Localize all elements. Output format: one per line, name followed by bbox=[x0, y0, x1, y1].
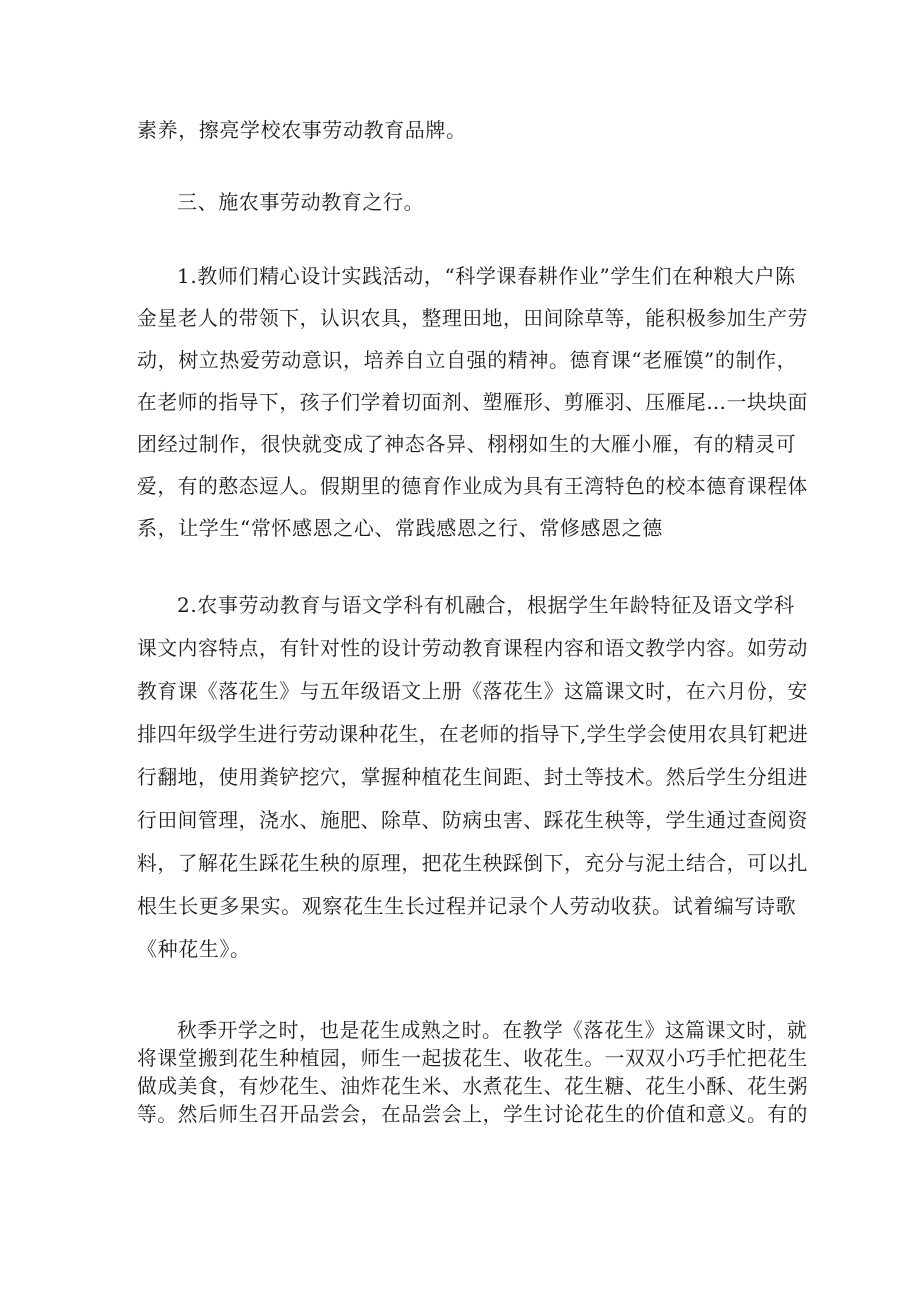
text-line: 金星老人的带领下，认识农具，整理田地，田间除草等，能积极参加生产劳 bbox=[137, 306, 808, 330]
text-line: 等。然后师生召开品尝会，在品尝会上，学生讨论花生的价值和意义。有的 bbox=[137, 1102, 808, 1126]
section-heading: 三、施农事劳动教育之行。 bbox=[177, 190, 425, 214]
text-line: 行翻地，使用粪铲挖穴，掌握种植花生间距、封土等技术。然后学生分组进 bbox=[137, 765, 808, 789]
text-line: 排四年级学生进行劳动课种花生，在老师的指导下,学生学会使用农具钉耙进 bbox=[137, 722, 809, 746]
text-line: 教育课《落花生》与五年级语文上册《落花生》这篇课文时，在六月份，安 bbox=[137, 679, 808, 703]
text-line: 《种花生》。 bbox=[137, 937, 251, 961]
text-line: 爱，有的憨态逗人。假期里的德育作业成为具有王湾特色的校本德育课程体 bbox=[137, 474, 808, 498]
text-line: 团经过制作，很快就变成了神态各异、栩栩如生的大雁小雁，有的精灵可 bbox=[137, 432, 797, 456]
text-line: 在老师的指导下，孩子们学着切面剂、塑雁形、剪雁羽、压雁尾…一块块面 bbox=[137, 390, 808, 414]
text-line: 系，让学生“常怀感恩之心、常践感恩之行、常修感恩之德 bbox=[137, 516, 663, 540]
text-line: 1.教师们精心设计实践活动，“科学课春耕作业”学生们在种粮大户陈 bbox=[177, 264, 796, 288]
text-line: 将课堂搬到花生种植园，师生一起拔花生、收花生。一双双小巧手忙把花生 bbox=[137, 1046, 808, 1070]
text-line: 料，了解花生踩花生秧的原理，把花生秧踩倒下，充分与泥土结合，可以扎 bbox=[137, 851, 808, 875]
text-line: 行田间管理，浇水、施肥、除草、防病虫害、踩花生秧等，学生通过查阅资 bbox=[137, 808, 808, 832]
text-line: 课文内容特点，有针对性的设计劳动教育课程内容和语文教学内容。如劳动 bbox=[137, 636, 808, 660]
text-line: 动，树立热爱劳动意识，培养自立自强的精神。德育课“老雁馍”的制作， bbox=[137, 348, 798, 372]
text-line: 根生长更多果实。观察花生生长过程并记录个人劳动收获。试着编写诗歌 bbox=[137, 894, 797, 918]
text-line: 2.农事劳动教育与语文学科有机融合，根据学生年龄特征及语文学科 bbox=[177, 593, 795, 617]
text-line: 做成美食，有炒花生、油炸花生米、水煮花生、花生糖、花生小酥、花生粥 bbox=[137, 1074, 808, 1098]
text-line: 秋季开学之时，也是花生成熟之时。在教学《落花生》这篇课文时，就 bbox=[177, 1018, 808, 1042]
text-line: 素养，擦亮学校农事劳动教育品牌。 bbox=[137, 118, 467, 142]
